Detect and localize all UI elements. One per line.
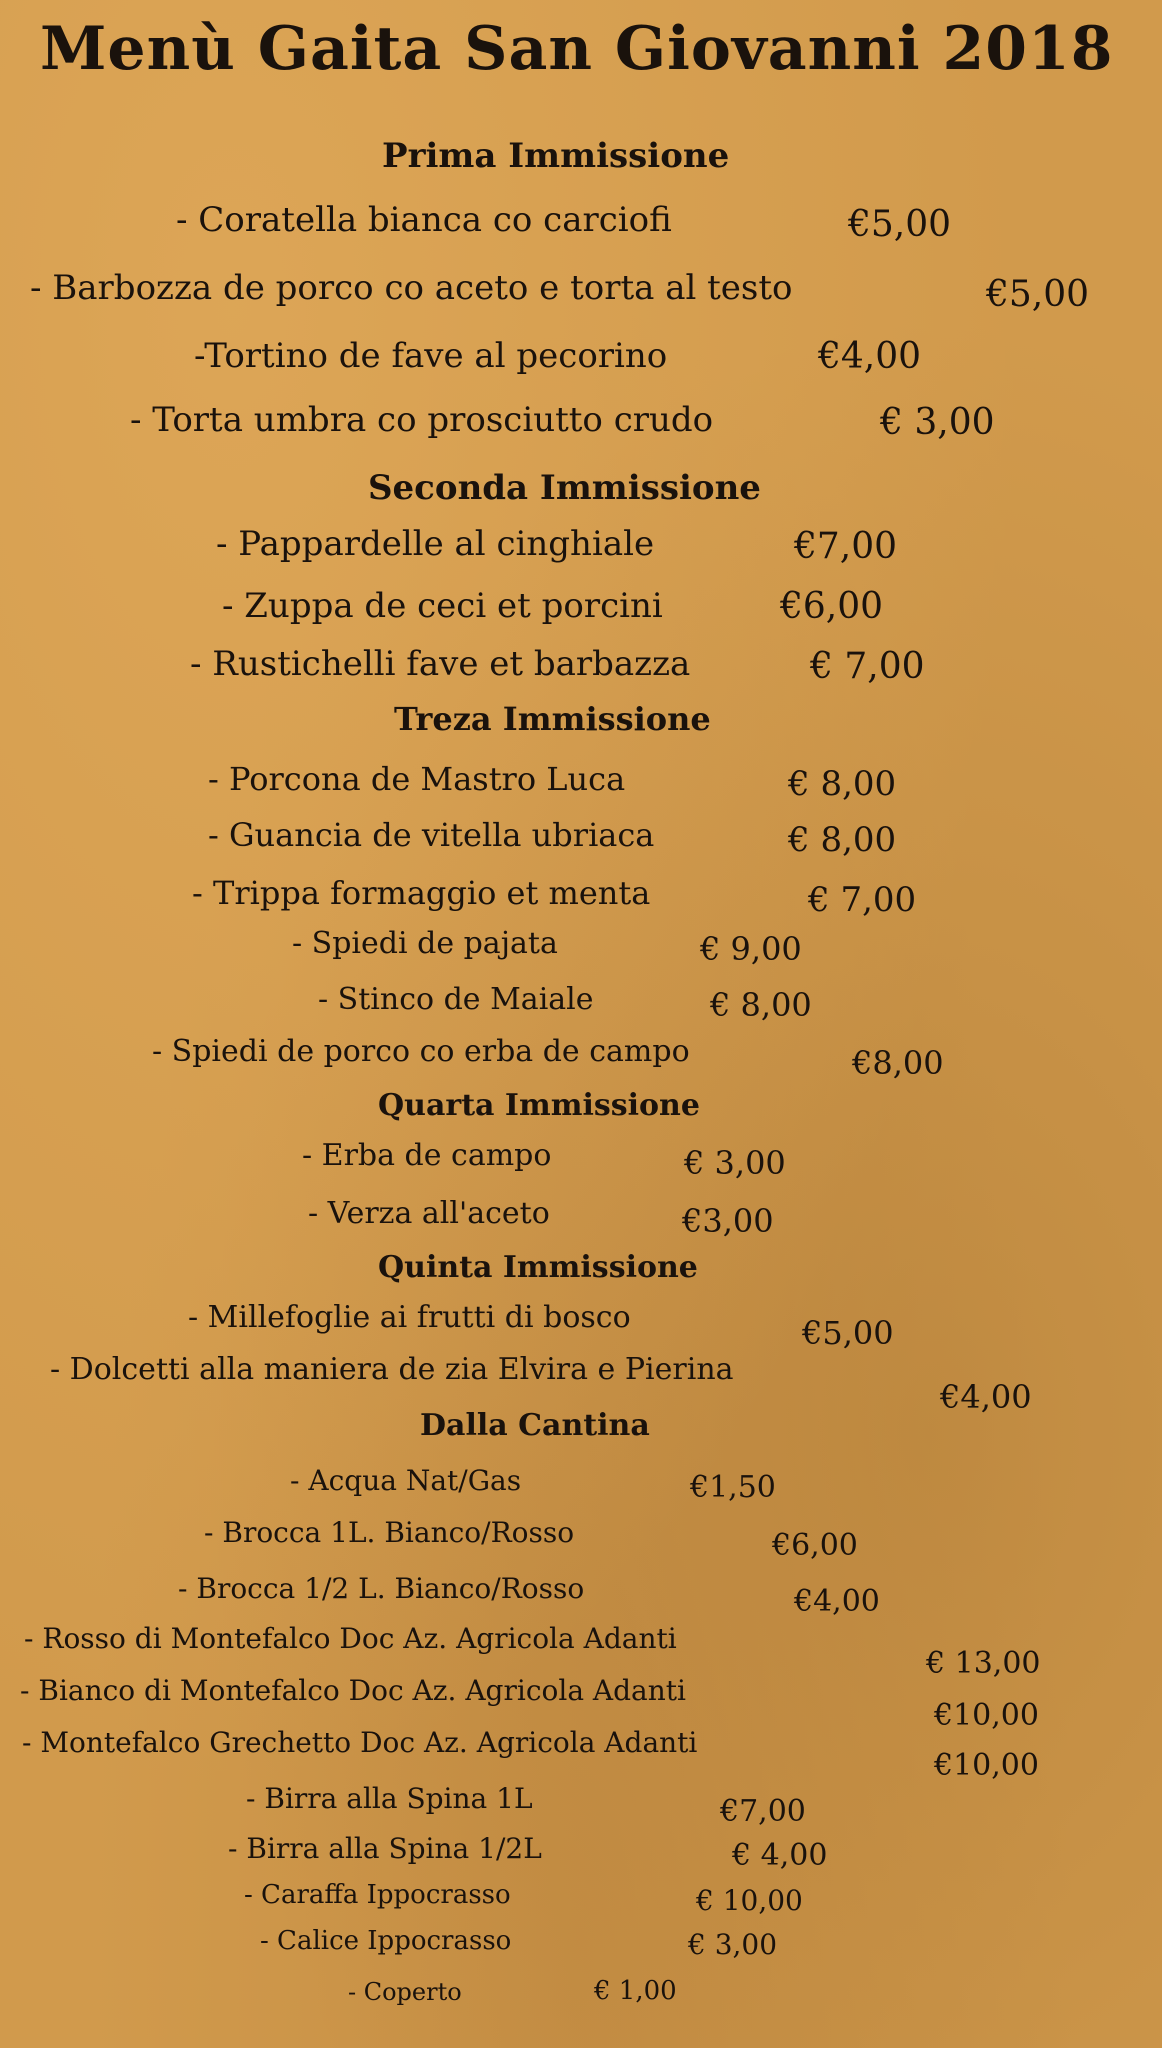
menu-item-price: €4,00 <box>818 336 922 377</box>
menu-item-price: € 7,00 <box>810 646 925 687</box>
menu-item-name: - Coperto <box>348 1978 462 2006</box>
menu-item-price: €10,00 <box>934 1698 1039 1733</box>
menu-item-name: - Birra alla Spina 1/2L <box>228 1832 542 1865</box>
menu-item-price: € 10,00 <box>696 1884 803 1917</box>
menu-item-price: €5,00 <box>802 1314 894 1352</box>
menu-item-price: € 8,00 <box>710 986 812 1024</box>
menu-item-price: €8,00 <box>852 1044 944 1082</box>
section-seconda-immissione: Seconda Immissione <box>368 468 761 508</box>
menu-item-name: - Guancia de vitella ubriaca <box>208 816 655 854</box>
menu-item-name: - Porcona de Mastro Luca <box>208 760 626 798</box>
menu-item-name: - Brocca 1L. Bianco/Rosso <box>204 1516 575 1549</box>
menu-item-name: - Brocca 1/2 L. Bianco/Rosso <box>178 1572 585 1605</box>
section-prima-immissione: Prima Immissione <box>382 136 730 176</box>
menu-item-price: € 4,00 <box>732 1838 828 1873</box>
menu-item-price: € 8,00 <box>788 820 897 860</box>
menu-item-name: - Spiedi de pajata <box>292 926 558 961</box>
menu-item-name: - Spiedi de porco co erba de campo <box>152 1034 690 1069</box>
menu-item-name: - Acqua Nat/Gas <box>290 1464 522 1497</box>
menu-item-price: €6,00 <box>772 1528 858 1563</box>
section-dalla-cantina: Dalla Cantina <box>420 1408 650 1443</box>
menu-item-name: - Coratella bianca co carciofi <box>176 200 672 240</box>
menu-item-name: - Montefalco Grechetto Doc Az. Agricola Adanti <box>22 1726 698 1759</box>
menu-item-name: - Torta umbra co prosciutto crudo <box>130 400 714 440</box>
menu-item-price: €7,00 <box>794 526 898 567</box>
menu-item-price: €5,00 <box>848 204 952 245</box>
menu-item-name: - Trippa formaggio et menta <box>192 874 651 912</box>
menu-item-name: - Stinco de Maiale <box>318 982 594 1017</box>
menu-item-price: € 8,00 <box>788 764 897 804</box>
menu-item-name: - Bianco di Montefalco Doc Az. Agricola Adanti <box>20 1674 686 1707</box>
page-title: Menù Gaita San Giovanni 2018 <box>40 14 1114 84</box>
menu-item-name: - Calice Ippocrasso <box>260 1926 512 1956</box>
menu-item-price: €3,00 <box>682 1202 774 1240</box>
menu-item-name: - Dolcetti alla maniera de zia Elvira e Pierina <box>50 1352 734 1387</box>
menu-item-price: €7,00 <box>720 1794 806 1829</box>
menu-item-name: - Caraffa Ippocrasso <box>244 1880 511 1910</box>
menu-item-name: - Erba de campo <box>302 1138 552 1173</box>
menu-item-price: €5,00 <box>986 274 1090 315</box>
section-treza-immissione: Treza Immissione <box>394 700 711 738</box>
menu-item-price: € 13,00 <box>926 1646 1041 1681</box>
section-quinta-immissione: Quinta Immissione <box>378 1250 698 1285</box>
menu-item-name: - Barbozza de porco co aceto e torta al testo <box>30 268 793 308</box>
menu-item-name: - Rustichelli fave et barbazza <box>190 644 691 684</box>
menu-item-name: -Tortino de fave al pecorino <box>194 336 668 376</box>
menu-item-name: - Pappardelle al cinghiale <box>216 524 655 564</box>
menu-item-name: - Rosso di Montefalco Doc Az. Agricola Adanti <box>24 1622 677 1655</box>
menu-item-name: - Verza all'aceto <box>308 1196 550 1231</box>
menu-item-price: €10,00 <box>934 1748 1039 1783</box>
menu-item-price: € 7,00 <box>808 880 917 920</box>
menu-item-price: €6,00 <box>780 586 884 627</box>
menu-item-price: €4,00 <box>794 1584 880 1619</box>
menu-item-name: - Zuppa de ceci et porcini <box>222 586 663 626</box>
menu-item-name: - Birra alla Spina 1L <box>246 1782 533 1815</box>
menu-item-price: € 3,00 <box>880 402 995 443</box>
menu-item-price: € 9,00 <box>700 930 802 968</box>
menu-item-name: - Millefoglie ai frutti di bosco <box>188 1300 631 1335</box>
menu-item-price: € 3,00 <box>688 1928 778 1961</box>
menu-item-price: €4,00 <box>940 1378 1032 1416</box>
menu-item-price: € 3,00 <box>684 1144 786 1182</box>
section-quarta-immissione: Quarta Immissione <box>378 1088 700 1123</box>
menu-item-price: € 1,00 <box>594 1976 677 2006</box>
menu-item-price: €1,50 <box>690 1470 776 1505</box>
